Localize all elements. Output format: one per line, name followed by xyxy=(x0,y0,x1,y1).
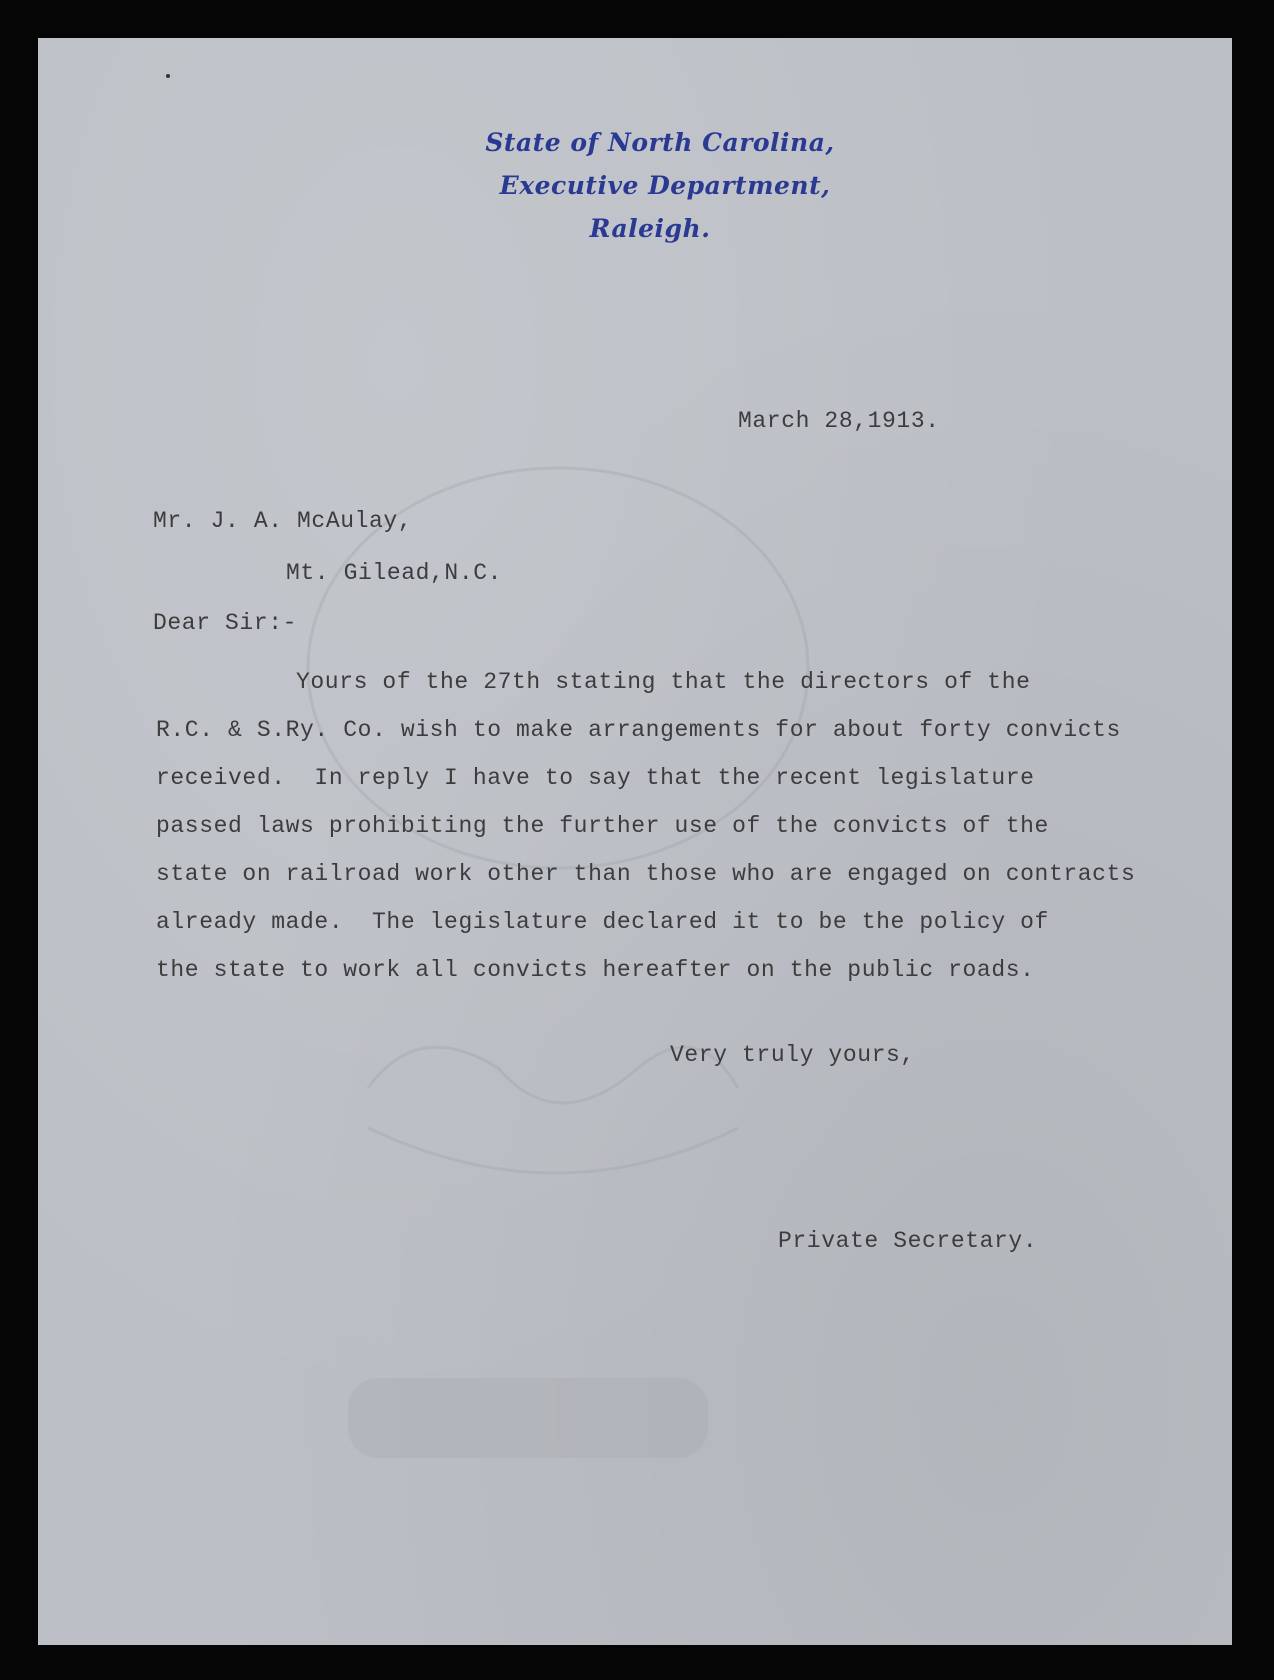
letterhead xyxy=(38,121,1232,250)
letterhead-state: State of North Carolina, xyxy=(485,128,835,157)
body-line: Yours of the 27th stating that the directors of the xyxy=(296,669,1031,695)
letter-page xyxy=(38,38,1232,1645)
addressee-address: Mt. Gilead,N.C. xyxy=(286,560,503,586)
letter-date: March 28,1913. xyxy=(738,408,940,434)
body-line: the state to work all convicts hereafter on the public roads. xyxy=(156,957,1035,983)
signature-title: Private Secretary. xyxy=(778,1228,1038,1254)
closing: Very truly yours, xyxy=(670,1042,915,1068)
salutation: Dear Sir:- xyxy=(153,610,298,636)
letterhead-department: Executive Department, xyxy=(499,171,831,200)
addressee-name: Mr. J. A. McAulay, xyxy=(153,508,413,534)
body-line: passed laws prohibiting the further use of the convicts of the xyxy=(156,813,1049,839)
stray-ink-dot xyxy=(166,74,170,78)
body-line: received. In reply I have to say that the recent legislature xyxy=(156,765,1035,791)
body-line: state on railroad work other than those who are engaged on contracts xyxy=(156,861,1136,887)
letter-body xyxy=(156,658,1135,994)
body-line: R.C. & S.Ry. Co. wish to make arrangements for about forty convicts xyxy=(156,717,1121,743)
letterhead-city: Raleigh. xyxy=(589,214,711,243)
body-line: already made. The legislature declared it to be the policy of xyxy=(156,909,1049,935)
